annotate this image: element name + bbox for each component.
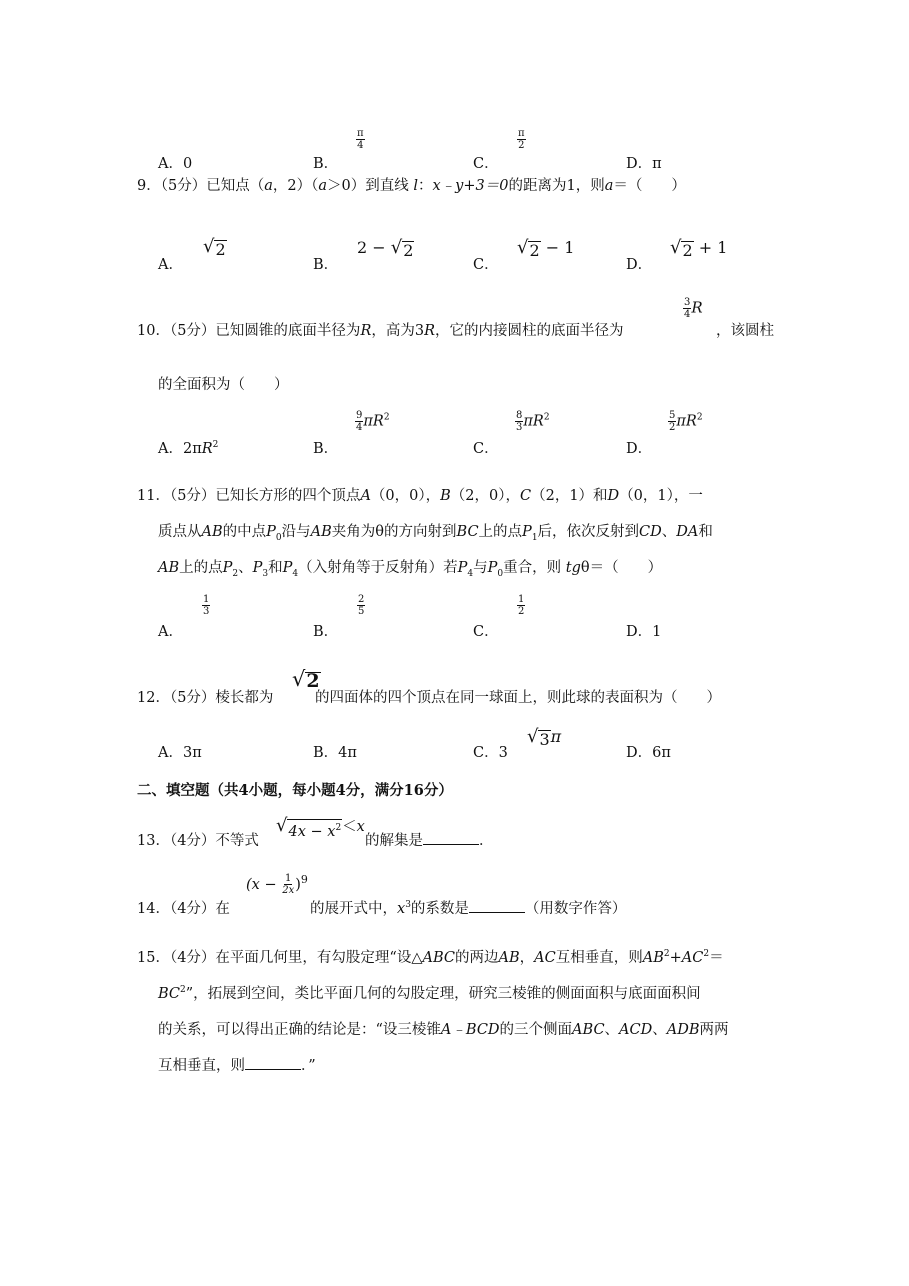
- q11-line3-f: 重合，则: [503, 560, 562, 576]
- q8-option-c-fraction: [517, 128, 526, 151]
- q9-var-a: a: [264, 178, 273, 194]
- q10-option-b-sq: 2: [383, 412, 390, 423]
- q11-AB-2: AB: [310, 524, 332, 540]
- q10-option-c-piR: πR: [523, 413, 544, 430]
- q8-option-c-den: 2: [518, 140, 525, 151]
- q8-option-b-den: 4: [357, 140, 364, 151]
- q15-line1-d: 互相垂直，则: [555, 950, 643, 966]
- q11-option-a: A．: [158, 624, 183, 640]
- q9-option-b: B．: [313, 257, 339, 273]
- q10-option-d-num: 5: [669, 410, 676, 421]
- q11-D: D: [607, 488, 620, 504]
- q10-option-b-piR: πR: [363, 413, 384, 430]
- q8-option-a: A．0: [158, 156, 193, 172]
- q10-option-c: C．: [473, 441, 499, 457]
- q10-option-d: D．: [626, 441, 653, 457]
- q10-R-2: R: [424, 323, 436, 339]
- q15-face-ADB: ADB: [666, 1022, 700, 1038]
- q11-option-b-num: 2: [358, 594, 365, 605]
- q9-var-a-3: a: [604, 178, 614, 194]
- q13-x: x: [356, 819, 365, 835]
- q11-line2-e: 上的点: [478, 524, 523, 540]
- q11-sub4-2: 4: [467, 568, 474, 579]
- q15-line1: [137, 946, 724, 967]
- q11-line3-b: 、: [238, 560, 253, 576]
- q11-line1-d: （2，1）和: [531, 488, 608, 504]
- q15-eq-AB: AB: [642, 950, 664, 966]
- q11-option-b: B．: [313, 624, 339, 640]
- q15-line4-a: 互相垂直，则: [158, 1058, 245, 1074]
- q9-var-a-2: a: [318, 178, 327, 194]
- q15-answer-blank: [245, 1068, 301, 1070]
- q8-option-b-label: B．: [313, 156, 339, 172]
- q9-stem-b: ，2）（: [272, 178, 319, 194]
- q14-answer-blank: [469, 911, 525, 913]
- q15-equals: ＝: [709, 950, 724, 966]
- q15-BC: BC: [158, 986, 181, 1002]
- q8-option-c-label: C．: [473, 156, 499, 172]
- q10-option-b-den: 4: [356, 422, 363, 433]
- q11-sub1: 1: [531, 532, 538, 543]
- q14-open: (x −: [246, 876, 282, 893]
- q12-stem-b: 的四面体的四个顶点在同一球面上，则此球的表面积为（ ）: [315, 690, 721, 706]
- q12-option-c: C．3: [473, 745, 508, 761]
- q9-option-a: A．: [158, 257, 183, 273]
- q15-line1-b: 的两边: [455, 950, 499, 966]
- q15-sq-2: 2: [703, 949, 710, 960]
- q10-stem-d: ，该圆柱: [716, 323, 774, 339]
- q11-option-a-fraction: [202, 594, 210, 617]
- q11-sub2: 2: [232, 568, 239, 579]
- q15-face-ACD: ACD: [619, 1022, 653, 1038]
- q9-option-d-math: √ 2 + 1: [670, 237, 728, 260]
- q11-sub3: 3: [262, 568, 269, 579]
- q15-line3-b: 的三个侧面: [499, 1022, 573, 1038]
- q15-eq-AC: AC: [681, 950, 704, 966]
- q11-line2-g: 和: [698, 524, 713, 540]
- q15-line4: [158, 1054, 316, 1075]
- q14-cube: 3: [405, 900, 411, 911]
- q9-option-b-radicand: 2: [403, 241, 414, 260]
- q11-line3-a: 上的点: [179, 560, 223, 576]
- q9-option-a-radicand: 2: [215, 240, 226, 259]
- q11-option-b-den: 5: [358, 606, 365, 617]
- q10-option-a-sq: 2: [212, 440, 219, 451]
- q15-sq-1: 2: [663, 949, 670, 960]
- q11-option-c-den: 2: [518, 606, 525, 617]
- q11-line3-c: 和: [268, 560, 283, 576]
- q14-stem-a: 14．（4分）在: [137, 901, 230, 917]
- q15-sep-1: 、: [604, 1022, 620, 1038]
- q15-line3-a: 的关系，可以得出正确的结论是：“设三棱锥: [158, 1022, 441, 1038]
- q15-sq-3: 2: [180, 985, 186, 996]
- q9-option-c-math: √ 2 − 1: [517, 237, 575, 260]
- q12-option-b: B．4π: [313, 745, 357, 761]
- q15-line1-c: ，: [519, 950, 535, 966]
- q14-frac-num: 1: [285, 873, 292, 885]
- q11-line2-b: 的中点: [222, 524, 267, 540]
- q9-option-c: C．: [473, 257, 499, 273]
- q12-sqrt: √ 2: [292, 667, 320, 692]
- q13-sq: 2: [335, 823, 342, 833]
- q9-stem-a: 9．（5分）已知点（: [137, 178, 265, 194]
- q9-stem-f: ＝（ ）: [613, 178, 686, 194]
- q13-radicand: 4x − x: [288, 823, 336, 840]
- q11-option-b-fraction: [357, 594, 365, 617]
- q11-line2-a: 质点从: [158, 524, 202, 540]
- q10-option-d-piR: πR: [676, 413, 697, 430]
- q13-inequality: √ $4x - x^2$ ＜x: [276, 815, 365, 840]
- q11-C: C: [519, 488, 532, 504]
- q9-option-c-radicand: 2: [529, 241, 540, 260]
- q11-P0: P: [266, 524, 276, 540]
- q11-sub4: 4: [292, 568, 299, 579]
- q15-line4-b: ．”: [301, 1058, 316, 1074]
- q10-option-c-sq: 2: [543, 412, 550, 423]
- q10-stem-b: ，高为3: [371, 323, 425, 339]
- q10-stem-a: 10．（5分）已知圆锥的底面半径为: [137, 323, 361, 339]
- q15-line3: [158, 1018, 729, 1039]
- q9-option-c-post: − 1: [540, 238, 575, 257]
- q10-option-d-den: 2: [669, 422, 676, 433]
- q10-option-a: [158, 437, 218, 458]
- q9-option-b-pre: 2 −: [357, 238, 391, 257]
- q10-stem-c: ，它的内接圆柱的底面半径为: [435, 323, 624, 339]
- q12-option-c-radicand: 3: [539, 730, 550, 749]
- q11-option-c: C．: [473, 624, 499, 640]
- q11-option-a-den: 3: [203, 606, 210, 617]
- q12-option-a: A．3π: [158, 745, 202, 761]
- section-2-title: 二、填空题（共4小题，每小题4分，满分16分）: [137, 782, 453, 799]
- q11-line1-a: 11．（5分）已知长方形的四个顶点: [137, 488, 361, 504]
- q10-option-d-sq: 2: [696, 412, 703, 423]
- q10-option-c-den: 3: [516, 422, 523, 433]
- q8-option-b-fraction: [356, 128, 365, 151]
- q15-sep-2: 、: [652, 1022, 667, 1038]
- q8-option-d: D．π: [626, 156, 662, 172]
- q15-line1-a: 15．（4分）在平面几何里，有勾股定理“设△: [137, 950, 423, 966]
- q10-option-a-text: A．2π: [158, 441, 202, 457]
- q15-line2: [158, 982, 701, 1003]
- q9-line-l: l: [408, 178, 418, 194]
- q12-sqrt-radicand: 2: [306, 670, 320, 692]
- q8-option-b: [313, 152, 338, 173]
- q11-AB-3: AB: [158, 560, 180, 576]
- q11-sub0-2: 0: [497, 568, 504, 579]
- q10-option-c-num: 8: [516, 410, 523, 421]
- q10-option-d-math: [668, 410, 703, 433]
- q10-frac-R: R: [691, 298, 703, 317]
- q10-option-a-R: R: [201, 441, 213, 457]
- q15-A-BCD: A﹣BCD: [440, 1022, 500, 1038]
- q11-line2-d: 夹角为θ的方向射到: [331, 524, 457, 540]
- q11-tg: tg: [565, 560, 581, 576]
- q14-power: 9: [300, 873, 308, 886]
- q9-stem-e: 的距离为1，则: [508, 178, 605, 194]
- q14-close: ): [295, 876, 301, 893]
- q14-stem-b: [310, 897, 626, 918]
- q10-R: R: [360, 323, 372, 339]
- q11-CD: CD: [639, 524, 662, 540]
- q9-option-d-post: + 1: [693, 238, 728, 257]
- q10-frac-den: 4: [684, 309, 691, 320]
- q9-option-a-math: √ 2: [203, 236, 226, 259]
- q8-option-b-num: π: [357, 128, 364, 139]
- q12-option-c-pi: π: [550, 727, 562, 746]
- q10-option-b-math: [355, 410, 390, 433]
- q9-option-d-radicand: 2: [682, 241, 693, 260]
- q11-line1: [137, 484, 703, 505]
- q14-stem-b-text: 的展开式中，: [310, 901, 397, 917]
- q11-P0-2: P: [487, 560, 498, 576]
- q13-stem-b: [365, 829, 494, 850]
- q10-stem-line1: [137, 319, 624, 340]
- q9-option-b-math: 2 − √ 2: [357, 237, 414, 260]
- q11-P1: P: [522, 524, 532, 540]
- q9-stem: [137, 174, 686, 195]
- q9-stem-d: ：: [417, 178, 433, 194]
- q10-frac-num: 3: [684, 297, 691, 308]
- q12-option-d: D．6π: [626, 745, 671, 761]
- q15-AC: AC: [534, 950, 556, 966]
- q15-line3-c: 两两: [699, 1022, 729, 1038]
- q10-radius-expr: [683, 297, 703, 320]
- q11-option-a-num: 1: [203, 594, 210, 605]
- q11-line1-b: （0，0），: [370, 488, 441, 504]
- q11-P3: P: [252, 560, 263, 576]
- q15-line2-a: ”，拓展到空间，类比平面几何的勾股定理，研究三棱锥的侧面面积与底面面积间: [185, 986, 701, 1002]
- q12-option-c-math: √ 3 π: [527, 726, 562, 749]
- q14-stem-c: 的系数是: [410, 901, 469, 917]
- q11-P2: P: [222, 560, 233, 576]
- q14-x: x: [397, 901, 406, 917]
- q11-line3-e: 与: [473, 560, 488, 576]
- q15-ABC: ABC: [422, 950, 455, 966]
- q11-option-c-fraction: [517, 594, 525, 617]
- q10-option-c-math: [515, 410, 550, 433]
- q11-option-d: D．1: [626, 624, 662, 640]
- q8-option-c-num: π: [518, 128, 525, 139]
- q11-AB: AB: [201, 524, 223, 540]
- q11-B: B: [440, 488, 451, 504]
- q11-line3-d: （入射角等于反射角）若: [298, 560, 458, 576]
- q11-A: A: [360, 488, 371, 504]
- q11-sep: 、: [661, 524, 677, 540]
- q11-sub0: 0: [275, 532, 282, 543]
- q13-stem-a: 13．（4分）不等式: [137, 833, 259, 849]
- q13-stem-c: ．: [479, 833, 494, 849]
- q9-line-expr: x﹣y+3＝0: [432, 178, 509, 194]
- q15-plus: +: [669, 950, 682, 966]
- q14-expression: [246, 873, 308, 896]
- q11-option-c-num: 1: [518, 594, 525, 605]
- q11-line3: [158, 556, 662, 579]
- q14-frac-den: 2x: [282, 885, 295, 897]
- q9-option-d: D．: [626, 257, 653, 273]
- q11-P4: P: [282, 560, 293, 576]
- q8-option-c: [473, 152, 499, 173]
- q11-BC: BC: [456, 524, 479, 540]
- q11-line2-c: 沿与: [281, 524, 311, 540]
- q10-stem-line2: 的全面积为（ ）: [158, 377, 289, 393]
- q13-lt: ＜: [342, 819, 357, 835]
- q11-P4-2: P: [457, 560, 468, 576]
- q15-AB: AB: [498, 950, 520, 966]
- q10-option-b: B．: [313, 441, 339, 457]
- q11-line1-c: （2，0），: [450, 488, 520, 504]
- q10-option-b-num: 9: [356, 410, 363, 421]
- q11-line3-g: θ＝（ ）: [580, 560, 663, 576]
- q13-stem-b-text: 的解集是: [365, 833, 423, 849]
- q11-line1-e: （0，1），一: [619, 488, 703, 504]
- q9-stem-c: ＞0）到直线: [327, 178, 409, 194]
- q12-stem-a: 12．（5分）棱长都为: [137, 690, 274, 706]
- q11-line2: [158, 520, 713, 543]
- q11-DA: DA: [676, 524, 699, 540]
- q15-face-ABC: ABC: [572, 1022, 605, 1038]
- q11-line2-f: 后，依次反射到: [537, 524, 640, 540]
- q13-answer-blank: [423, 843, 479, 845]
- q14-stem-d: （用数字作答）: [524, 901, 627, 917]
